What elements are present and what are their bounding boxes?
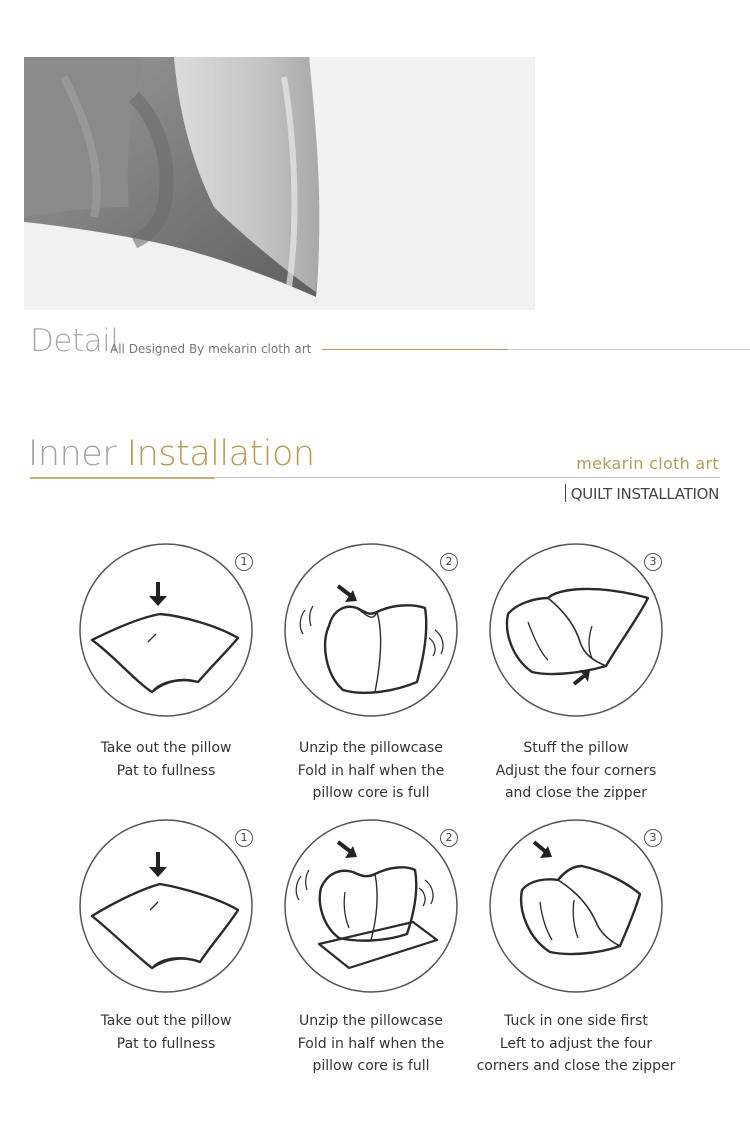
step-caption [66, 737, 266, 782]
section-title [28, 434, 315, 474]
step-caption [476, 737, 676, 805]
brand-label: mekarin cloth art [576, 454, 719, 473]
caption-line: pillow core is full [312, 785, 430, 801]
quilt-installation-label: QUILT INSTALLATION [570, 485, 719, 503]
step-number-3: 3 [644, 829, 662, 847]
caption-line: and close the zipper [504, 785, 648, 801]
section-label [565, 484, 719, 503]
pillow-pat-icon [78, 542, 254, 718]
caption-line: Unzip the pillowcase [299, 1013, 443, 1029]
caption-line: Take out the pillow [100, 1013, 232, 1029]
pillow-pat-icon [78, 818, 254, 994]
step-caption [476, 1010, 676, 1078]
step-number-2: 2 [440, 553, 458, 571]
step-number-2: 2 [440, 829, 458, 847]
caption-line: Pat to fullness [116, 762, 216, 779]
caption-line: Tuck in one side first [504, 1013, 648, 1029]
step-number-1: 1 [235, 829, 253, 847]
section-underline-gray [215, 477, 720, 478]
pillow-stuff-icon [488, 542, 664, 718]
caption-line: Stuff the pillow [523, 740, 629, 756]
section-underline-gold [30, 477, 215, 479]
caption-line: corners and close the zipper [476, 1058, 676, 1074]
detail-title: Detail [30, 323, 119, 359]
caption-line: Unzip the pillowcase [299, 740, 443, 756]
divider-gold [322, 349, 508, 350]
caption-line: Take out the pillow [100, 740, 232, 756]
step-caption [271, 1010, 471, 1078]
detail-subtitle: All Designed By mekarin cloth art [110, 342, 312, 356]
caption-line: Fold in half when the [297, 1035, 445, 1052]
caption-line: Pat to fullness [116, 1035, 216, 1052]
step-caption [66, 1010, 266, 1055]
label-bar [565, 484, 566, 502]
title-word-inner: Inner [28, 434, 117, 474]
detail-header [30, 323, 750, 363]
caption-line: Adjust the four corners [495, 762, 657, 779]
divider-gray [508, 349, 750, 350]
caption-line: Fold in half when the [297, 762, 445, 779]
pillowcase-fold-icon [283, 542, 459, 718]
step-caption [271, 737, 471, 805]
caption-line: pillow core is full [312, 1058, 430, 1074]
step-number-3: 3 [644, 553, 662, 571]
product-detail-photo [24, 57, 535, 310]
pillowcase-fold-icon [283, 818, 459, 994]
step-number-1: 1 [235, 553, 253, 571]
caption-line: Left to adjust the four [499, 1035, 653, 1052]
title-word-installation: Installation [126, 434, 315, 474]
pillow-tuck-icon [488, 818, 664, 994]
